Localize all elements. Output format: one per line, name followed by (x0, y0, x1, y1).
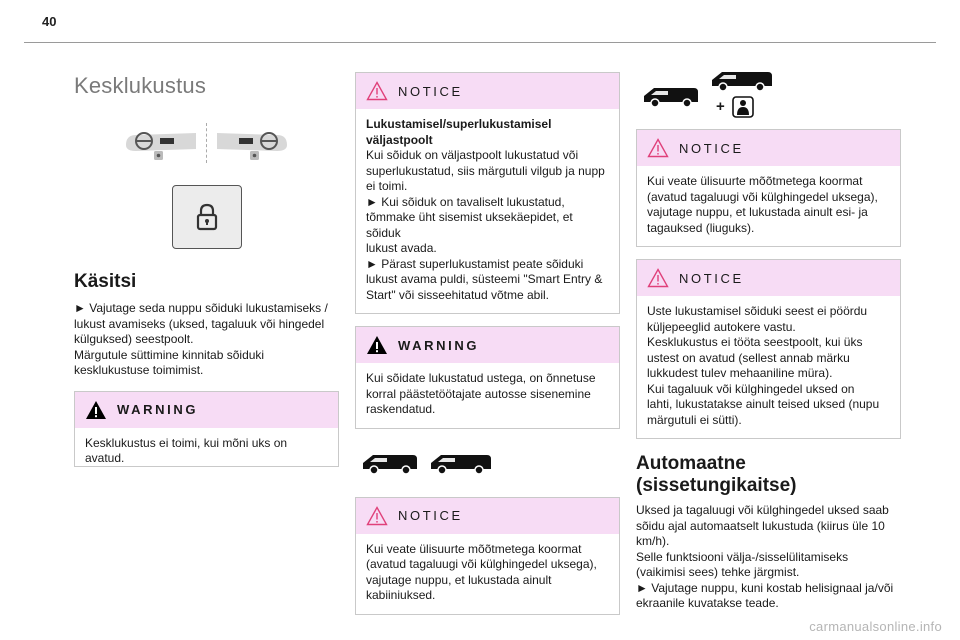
notice-header (356, 73, 619, 109)
van-passenger-illustrations (636, 68, 901, 120)
watermark: carmanualsonline.info (809, 619, 942, 634)
text-line: ► Kui sõiduk on tavaliselt lukustatud, (366, 194, 565, 209)
text-line: lahti, lukustatakse ainult teised uksed (nupu (647, 397, 880, 411)
notice-label: NOTICE (398, 83, 463, 99)
middle-column (355, 72, 620, 615)
manual-paragraph (74, 301, 339, 379)
text-line: Kui sõidate lukustatud ustega, on õnnetuse (366, 371, 596, 385)
warning-box (74, 391, 339, 467)
notice-body (356, 534, 619, 614)
warning-header (356, 327, 619, 363)
text-line: Kui veate ülisuurte mõõtmetega koormat (647, 174, 863, 188)
notice-body (637, 166, 900, 246)
text-line: korral päästetöötajate autosse sisenemine (366, 386, 591, 401)
notice-triangle-icon (647, 268, 669, 288)
notice-triangle-icon (366, 81, 388, 101)
section-title: Kesklukustus (74, 73, 207, 98)
notice-triangle-icon (647, 138, 669, 158)
warning-triangle-icon (85, 400, 107, 420)
text-line: ekraanile kuvatakse teade. (636, 596, 779, 610)
text-line: Kui veate ülisuurte mõõtmetega koormat (366, 541, 582, 556)
text-line: Kui sõiduk on väljastpoolt lukustatud või (366, 148, 579, 162)
text-line: ► Pärast superlukustamist peate sõiduki (366, 256, 584, 271)
notice-label: NOTICE (398, 508, 463, 523)
text-line: ei toimi. (366, 179, 408, 193)
text-line: kesklukustuse toimimist. (74, 363, 204, 377)
text-line: raskendatud. (366, 402, 436, 416)
plus-sign: + (716, 98, 725, 115)
illustration-divider (206, 123, 207, 163)
notice-box-external-locking (355, 72, 620, 314)
padlock-icon (196, 203, 218, 231)
text-line: kabiiniuksed. (366, 588, 436, 602)
van-long-icon (429, 451, 493, 475)
text-line: sõidu ajal automaatselt lukustuda (kiirus üle 10 (636, 518, 885, 533)
notice-label: NOTICE (679, 270, 744, 286)
text-line: tõmmake üht sisemist uksekäepidet, et sõiduk (366, 210, 573, 240)
notice-header (356, 498, 619, 534)
text-line: märgutuli ei sütti). (647, 412, 742, 427)
notice-heading-line: Lukustamisel/superlukustamisel (366, 117, 552, 131)
warning-label: WARNING (117, 402, 199, 417)
text-line: Uste lukustamisel sõiduki seest ei pöördu (647, 304, 868, 318)
warning-triangle-icon (366, 335, 388, 355)
text-line: külguksed) seestpoolt. (74, 332, 194, 346)
van-long-icon (710, 68, 774, 92)
notice-triangle-icon (366, 506, 388, 526)
text-line: lukust avama puldi, süsteemi "Smart Entry & (366, 272, 603, 286)
notice-box-interior-locking (636, 259, 901, 439)
text-line: (vaikimisi sees) tehke järgmist. (636, 565, 800, 579)
text-line: lukust avamiseks (uksed, tagaluuk või hingedel (74, 316, 325, 331)
van-short-icon (361, 451, 419, 475)
warning-box-locked-driving (355, 326, 620, 429)
text-line: ► Vajutage nuppu, kuni kostab helisignaal ja/või (636, 580, 894, 595)
notice-body (637, 296, 900, 438)
text-line: Selle funktsiooni välja-/sisselülitamiseks (636, 549, 849, 564)
text-line: Kui tagaluuk või külghingedel uksed on (647, 381, 855, 396)
notice-heading-line: väljastpoolt (366, 132, 433, 147)
text-line: küljepeeglid autokere vastu. (647, 319, 796, 334)
notice-header (637, 260, 900, 296)
title-line: (sissetungikaitse) (636, 475, 797, 496)
text-line: vajutage nuppu, et lukustada ainult esi- ja (647, 205, 868, 219)
text-line: (avatud tagaluugi või külghingedel uksega), (647, 189, 878, 204)
notice-box-front-rear-doors (636, 129, 901, 247)
text-line: Märgutule süttimine kinnitab sõiduki (74, 347, 265, 362)
subsection-title-automatic (636, 453, 901, 497)
header-divider (24, 42, 936, 43)
steering-wheel-right-dashboard-icon (213, 123, 291, 163)
notice-header (637, 130, 900, 166)
notice-body (356, 109, 619, 313)
van-illustrations (355, 451, 620, 475)
notice-label: NOTICE (679, 140, 744, 156)
notice-box-cabin-doors (355, 497, 620, 615)
text-line: (avatud tagaluugi või külghingedel uksega), (366, 557, 597, 571)
van-with-passenger-group (710, 68, 780, 120)
right-column (636, 68, 901, 612)
subsection-title-manual: Käsitsi (74, 271, 137, 292)
automatic-paragraph (636, 503, 901, 612)
person-in-seat-icon (732, 96, 754, 118)
steering-wheel-left-dashboard-icon (122, 123, 200, 163)
text-line: Uksed ja tagaluugi või külghingedel uksed saab (636, 503, 889, 517)
text-line: Start" või sisseehitatud võtme abil. (366, 287, 550, 302)
central-lock-button (172, 185, 242, 249)
text-line: ustest on avatud (sellest annab märku (647, 350, 850, 365)
text-line: km/h). (636, 534, 670, 548)
text-line: tagauksed (liuguks). (647, 220, 755, 235)
title-line: Automaatne (636, 453, 746, 474)
text-line: Kesklukustus ei tööta seestpoolt, kui üks (647, 335, 863, 349)
text-line: superlukustatud, siis märgutuli vilgub ja nupp (366, 163, 605, 178)
warning-body (75, 428, 338, 477)
page-number: 40 (42, 14, 57, 29)
warning-label: WARNING (398, 337, 480, 353)
left-column (74, 70, 339, 467)
warning-header (75, 392, 338, 428)
warning-body (356, 363, 619, 428)
text-line: lukust avada. (366, 241, 437, 255)
text-line: lukkudest tulev mehaaniline müra). (647, 366, 833, 380)
text-line: vajutage nuppu, et lukustada ainult (366, 572, 552, 587)
text-line: Kesklukustus ei toimi, kui mõni uks on avatud. (85, 435, 288, 465)
van-short-icon (642, 84, 700, 108)
steering-illustrations (74, 123, 339, 163)
text-line: ► Vajutage seda nuppu sõiduki lukustamiseks / (74, 301, 328, 315)
